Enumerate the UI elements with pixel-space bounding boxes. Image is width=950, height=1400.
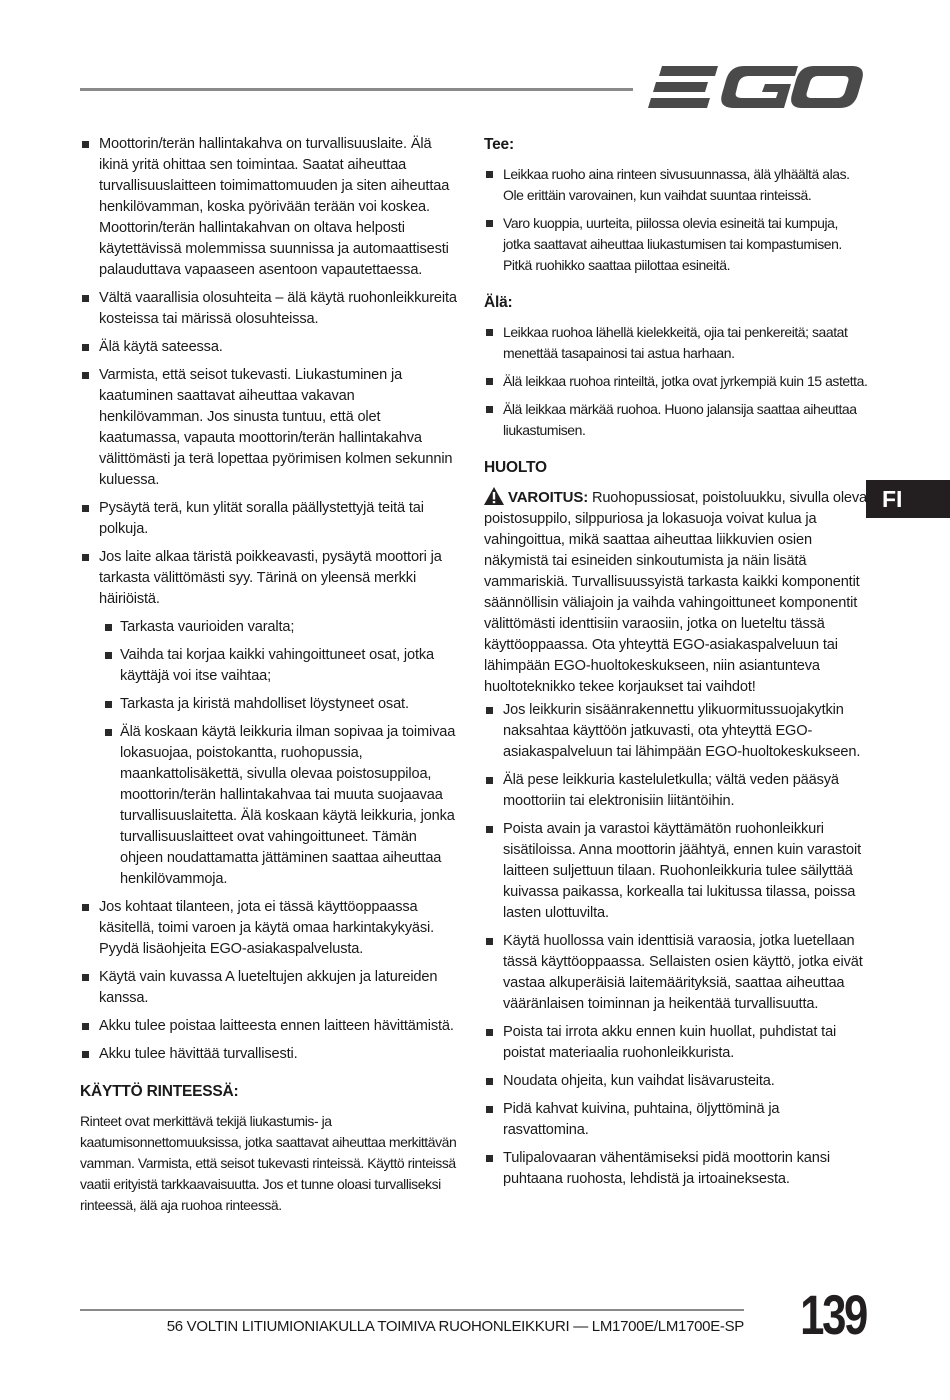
- dont-list: [484, 322, 868, 441]
- list-item: Käytä vain kuvassa A lueteltujen akkujen ja latureiden kanssa.: [80, 967, 460, 1009]
- warning-text: Ruohopussiosat, poistoluukku, sivulla oleva poistosuppilo, silppuriosa ja lokasuoja voivat kulua ja vahingoittua, mikä saattaa aiheuttaa liikkuvien osien näkymistä tai esineiden sinkoutumista ja näin lisätä vammariskiä. Turvallisuussyistä tarkasta kaikki komponentit säännöllisin väliajoin ja vaihda vahingoittuneet komponentit välittömästi identtisiin varaosiin, jotka on lueteltu tässä käyttöoppaassa. Ota yhteyttä EGO-asiakaspalveluun tai lähimpään EGO-huoltokeskukseen, niin asiantunteva huoltoteknikko tekee korjaukset tai vaihdot!: [484, 490, 868, 695]
- footer-rule: [80, 1309, 744, 1311]
- maintenance-heading: HUOLTO: [484, 459, 547, 476]
- slopes-heading: KÄYTTÖ RINTEESSÄ:: [80, 1083, 239, 1100]
- list-item: Pysäytä terä, kun ylität soralla päällystettyjä teitä tai polkuja.: [80, 498, 460, 540]
- list-item: Älä leikkaa ruohoa rinteiltä, jotka ovat jyrkempiä kuin 15 astetta.: [484, 371, 868, 392]
- warning-triangle-icon: [484, 487, 504, 505]
- list-item: Poista avain ja varastoi käyttämätön ruohonleikkuri sisätiloissa. Anna moottorin jäähtyä, ennen kuin varastoit laitteen suljettuun tilaan. Ruohonleikkuria tulee säilyttää kuivassa paikassa, korkealla tai lukitussa tilassa, poissa lasten ulottuvilta.: [484, 819, 868, 924]
- list-item: Leikkaa ruohoa lähellä kielekkeitä, ojia tai penkereitä; saatat menettää tasapainosi tai astua harhaan.: [484, 322, 868, 364]
- right-column: [484, 134, 868, 1197]
- maintenance-list: [484, 700, 868, 1190]
- list-item: Akku tulee poistaa laitteesta ennen laitteen hävittämistä.: [80, 1016, 460, 1037]
- language-tab: [866, 480, 950, 518]
- list-item: Vältä vaarallisia olosuhteita – älä käytä ruohonleikkureita kosteissa tai märissä olosuhteissa.: [80, 288, 460, 330]
- list-item: Älä leikkaa märkää ruohoa. Huono jalansija saattaa aiheuttaa liukastumisen.: [484, 399, 868, 441]
- sub-list-item: Tarkasta ja kiristä mahdolliset löystyneet osat.: [99, 694, 460, 715]
- slopes-paragraph: Rinteet ovat merkittävä tekijä liukastumis- ja kaatumisonnettomuuksissa, jotka saattavat aiheuttaa merkittävän vamman. Varmista, että seisot tukevasti rinteissä. Käyttö rinteissä vaatii erityistä tarkkaavaisuutta. Jos et tunne oloasi turvalliseksi rinteessä, älä aja ruohoa rinteessä.: [80, 1113, 457, 1213]
- list-item: Tulipalovaaran vähentämiseksi pidä moottorin kansi puhtaana ruohosta, lehdistä ja irtoaineksesta.: [484, 1148, 868, 1190]
- list-item-vibration: [80, 547, 460, 890]
- list-item: Leikkaa ruoho aina rinteen sivusuunnassa, älä ylhäältä alas. Ole erittäin varovainen, kun vaihdat suuntaa rinteissä.: [484, 164, 868, 206]
- list-item: Varo kuoppia, uurteita, piilossa olevia esineitä tai kumpuja, jotka saattavat aiheuttaa liukastumisen tai kompastumisen. Pitkä ruohikko saattaa piilottaa esineitä.: [484, 213, 868, 276]
- sub-list-item: Vaihda tai korjaa kaikki vahingoittuneet osat, jotka käyttäjä voi itse vaihtaa;: [99, 645, 460, 687]
- sub-list-item: Tarkasta vaurioiden varalta;: [99, 617, 460, 638]
- do-heading: Tee:: [484, 136, 514, 153]
- ego-logo: [648, 62, 864, 112]
- list-item: Jos kohtaat tilanteen, jota ei tässä käyttöoppaassa käsitellä, toimi varoen ja käytä omaa harkintakykyäsi. Pyydä lisäohjeita EGO-asiakaspalvelusta.: [80, 897, 460, 960]
- do-list: [484, 164, 868, 276]
- language-tab-label: FI: [882, 485, 903, 512]
- warning-paragraph: [484, 487, 868, 698]
- vibration-text: Jos laite alkaa täristä poikkeavasti, pysäytä moottori ja tarkasta välittömästi syy. Tärinä on yleensä merkki häiriöistä.: [99, 549, 442, 607]
- list-item: Älä pese leikkuria kasteluletkulla; vältä veden pääsyä moottoriin tai elektronisiin liitäntöihin.: [484, 770, 868, 812]
- list-item: Pidä kahvat kuivina, puhtaina, öljyttöminä ja rasvattomina.: [484, 1099, 868, 1141]
- page-number: 139: [800, 1283, 866, 1346]
- left-column: [80, 134, 460, 1216]
- list-item: Älä käytä sateessa.: [80, 337, 460, 358]
- list-item: Käytä huollossa vain identtisiä varaosia, jotka luetellaan tässä käyttöoppaassa. Sellaisten osien käyttö, jotka eivät vastaa alkuperäisiä laitemäärityksiä, saattaa aiheuttaa vääränlaisen toiminnan ja heikentää turvallisuutta.: [484, 931, 868, 1015]
- vibration-sublist: [99, 617, 460, 890]
- footer-title: 56 VOLTIN LITIUMIONIAKULLA TOIMIVA RUOHONLEIKKURI — LM1700E/LM1700E-SP: [166, 1318, 744, 1335]
- list-item: Varmista, että seisot tukevasti. Liukastuminen ja kaatuminen saattavat aiheuttaa vakavan henkilövamman. Jos sinusta tuntuu, että olet kaatumassa, vapauta moottorin/terän hallintakahva välittömästi ja terä lopettaa pyörimisen kolmen sekunnin kuluessa.: [80, 365, 460, 491]
- list-item: Jos leikkurin sisäänrakennettu ylikuormitussuojakytkin naksahtaa käyttöön jatkuvasti, ota yhteyttä EGO-asiakaspalveluun tai lähimpään EGO-huoltokeskukseen.: [484, 700, 868, 763]
- dont-heading: Älä:: [484, 294, 513, 311]
- warning-label: VAROITUS:: [508, 489, 589, 506]
- list-item: Moottorin/terän hallintakahva on turvallisuuslaite. Älä ikinä yritä ohittaa sen toimintaa. Saatat aiheuttaa turvallisuuslaitteen toimimattomuuden ja siten aiheuttaa henkilövamman, koska pyörivään terään voi koskea. Moottorin/terän hallintakahvan on oltava helposti käytettävissä molemmissa suunnissa ja automaattisesti palauduttava vapaaseen asentoon vapautettaessa.: [80, 134, 460, 281]
- list-item: Akku tulee hävittää turvallisesti.: [80, 1044, 460, 1065]
- list-item: Noudata ohjeita, kun vaihdat lisävarusteita.: [484, 1071, 868, 1092]
- list-item: Poista tai irrota akku ennen kuin huollat, puhdistat tai poistat materiaalia ruohonleikkurista.: [484, 1022, 868, 1064]
- safety-list: [80, 134, 460, 1065]
- header-rule: [80, 88, 633, 91]
- sub-list-item: Älä koskaan käytä leikkuria ilman sopivaa ja toimivaa lokasuojaa, poistokantta, ruohopussia, maankattolisäkettä, sivulla olevaa poistosuppiloa, moottorin/terän hallintakahvaa tai muuta suojaavaa turvallisuuslaitetta. Älä koskaan käytä leikkuria, jonka turvallisuuslaitteet ovat vahingoittuneet. Tämän ohjeen noudattamatta jättäminen saattaa aiheuttaa henkilövammoja.: [99, 722, 460, 890]
